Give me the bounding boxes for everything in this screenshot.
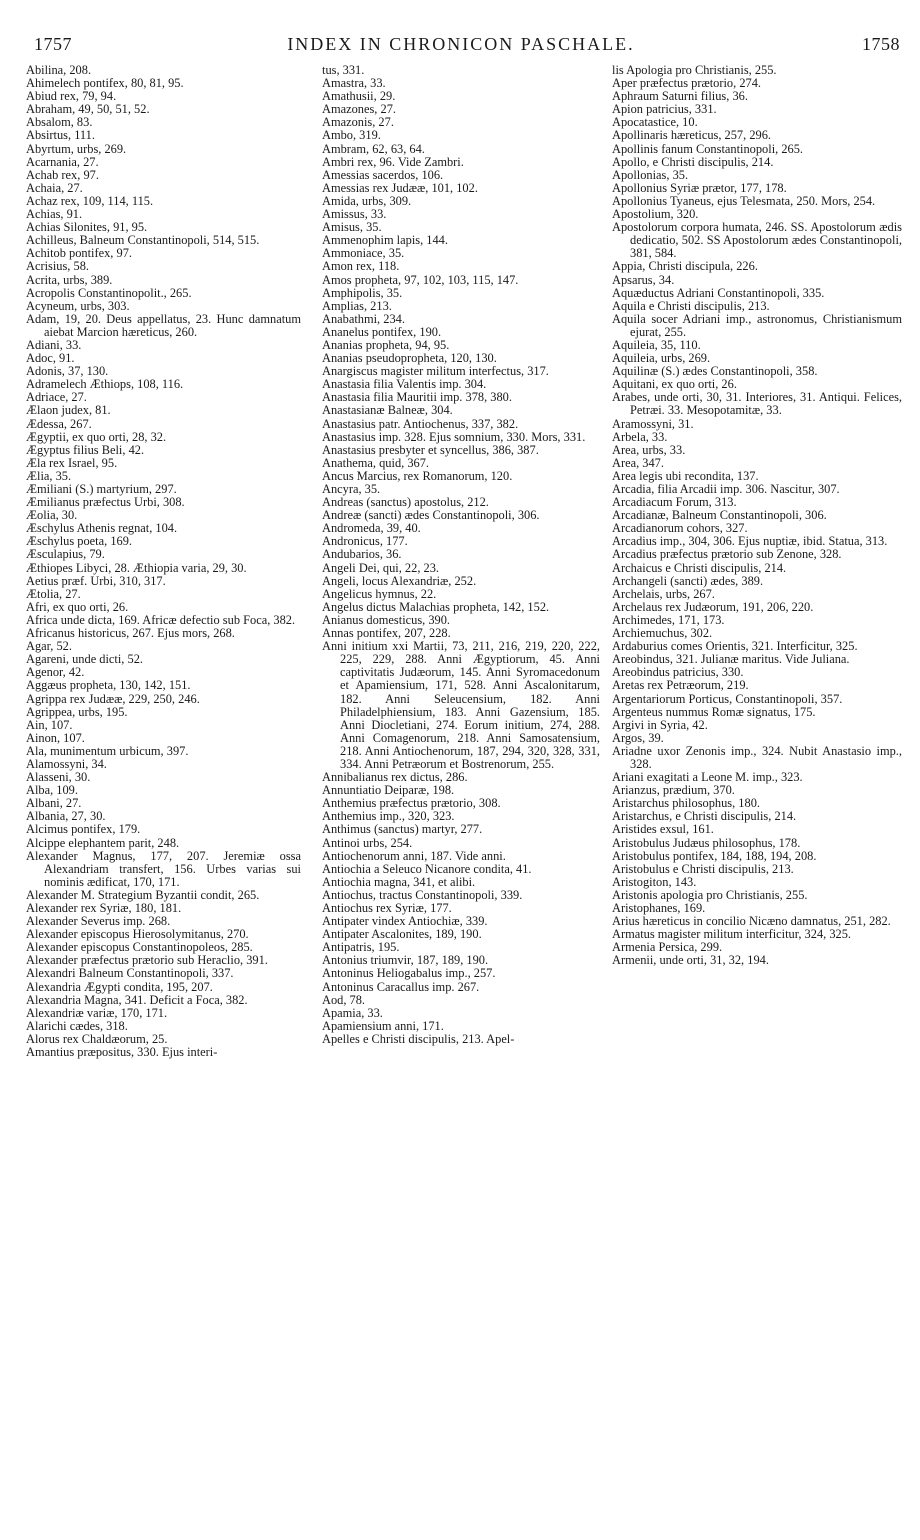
index-entry: Ælaon judex, 81. [26, 403, 111, 418]
index-entry: Agrippea, urbs, 195. [26, 704, 128, 719]
index-entry: Alexander rex Syriæ, 180, 181. [26, 901, 182, 915]
index-columns [26, 63, 902, 1534]
index-entry: Adiani, 33. [26, 337, 82, 352]
index-entry: Antipater vindex Antiochiæ, 339. [322, 914, 488, 929]
page-title: INDEX IN CHRONICON PASCHALE. [287, 34, 635, 54]
index-entry: Alexander Magnus, 177, 207. Jeremiæ ossa Alexandriam transfert, 156. Urbes varias sui nominis ædificat, 170, 171. [26, 848, 301, 889]
index-entry: Archelaus rex Judæorum, 191, 206, 220. [612, 599, 814, 614]
index-entry: Anastasia filia Mauritii imp. 378, 380. [322, 390, 512, 405]
index-entry: Amida, urbs, 309. [322, 193, 412, 208]
index-entry: Amazones, 27. [322, 102, 396, 117]
index-entry: Ananias propheta, 94, 95. [322, 337, 450, 352]
index-entry: Andronicus, 177. [322, 534, 408, 549]
index-entry: Alexandri Balneum Constantinopoli, 337. [26, 966, 234, 981]
index-entry: Aristides exsul, 161. [612, 822, 714, 837]
index-entry: Achilleus, Balneum Constantinopoli, 514, 515. [26, 233, 260, 248]
index-entry: Antiochus, tractus Constantinopoli, 339. [322, 887, 523, 902]
index-entry: Agareni, unde dicti, 52. [26, 652, 143, 667]
index-entry: Ala, munimentum urbicum, 397. [26, 743, 189, 758]
index-entry: Angeli, locus Alexandriæ, 252. [322, 573, 477, 588]
index-entry: Anianus domesticus, 390. [322, 612, 451, 627]
index-entry: Anastasia filia Valentis imp. 304. [322, 377, 487, 392]
index-entry: Area, urbs, 33. [612, 442, 686, 457]
index-entry: Ahimelech pontifex, 80, 81, 95. [26, 76, 184, 91]
index-entry: Acyneum, urbs, 303. [26, 298, 130, 313]
index-entry: Adramelech Æthiops, 108, 116. [26, 377, 184, 392]
index-entry: Anastasius imp. 328. Ejus somnium, 330. Mors, 331. [322, 429, 586, 444]
index-entry: Apollonius Syriæ prætor, 177, 178. [612, 180, 787, 195]
index-entry: Aper præfectus prætorio, 274. [612, 76, 762, 91]
index-entry: Ancyra, 35. [322, 482, 381, 496]
index-entry: Afri, ex quo orti, 26. [26, 599, 129, 614]
index-entry: Argos, 39. [612, 730, 664, 745]
index-entry: Africa unde dicta, 169. Africæ defectio sub Foca, 382. [26, 612, 296, 627]
index-entry: Achias, 91. [26, 207, 83, 222]
index-entry: Æolia, 30. [26, 508, 78, 523]
index-entry: Andromeda, 39, 40. [322, 521, 421, 536]
index-entry: Aod, 78. [322, 992, 366, 1007]
index-entry: Aquileia, urbs, 269. [612, 351, 711, 366]
index-entry: Agenor, 42. [26, 665, 85, 680]
index-entry: Apollinis fanum Constantinopoli, 265. [612, 141, 804, 156]
index-entry: Aquæductus Adriani Constantinopoli, 335. [612, 285, 825, 300]
index-entry: Apion patricius, 331. [612, 102, 717, 117]
index-entry: Argenteus nummus Romæ signatus, 175. [612, 704, 816, 719]
index-entry: Arbela, 33. [612, 429, 668, 444]
index-entry: Acropolis Constantinopolit., 265. [26, 285, 192, 300]
index-entry: Antonius triumvir, 187, 189, 190. [322, 953, 489, 968]
index-entry: Aristophanes, 169. [612, 901, 706, 915]
index-entry: tus, 331. [322, 63, 365, 77]
index-entry: Ægyptii, ex quo orti, 28, 32. [26, 429, 167, 444]
index-entry: Apollo, e Christi discipulis, 214. [612, 154, 774, 169]
index-entry: Anathema, quid, 367. [322, 455, 430, 470]
index-entry: Ananelus pontifex, 190. [322, 324, 442, 339]
index-entry: Ætolia, 27. [26, 586, 81, 601]
index-entry: Acrita, urbs, 389. [26, 272, 113, 287]
index-entry: Amantius præpositus, 330. Ejus interi- [26, 1045, 218, 1060]
index-entry: Appia, Christi discipula, 226. [612, 259, 758, 274]
index-entry: Alorus rex Chaldæorum, 25. [26, 1031, 168, 1046]
index-entry: Alexander M. Strategium Byzantii condit, 265. [26, 887, 260, 902]
index-entry: Ægyptus filius Beli, 42. [26, 442, 145, 457]
index-entry: Æsculapius, 79. [26, 547, 105, 562]
index-entry: Aristonis apologia pro Christianis, 255. [612, 887, 808, 902]
index-entry: Areobindus, 321. Julianæ maritus. Vide Juliana. [612, 652, 850, 667]
index-entry: Ariadne uxor Zenonis imp., 324. Nubit Anastasio imp., 328. [612, 743, 902, 771]
index-entry: Æmiliani (S.) martyrium, 297. [26, 482, 177, 496]
index-entry: Achias Silonites, 91, 95. [26, 220, 148, 235]
index-entry: Acarnania, 27. [26, 154, 99, 169]
index-entry: Angeli Dei, qui, 22, 23. [322, 560, 440, 575]
index-entry: Andreas (sanctus) apostolus, 212. [322, 495, 489, 510]
index-entry: Alexandriæ variæ, 170, 171. [26, 1005, 168, 1020]
index-entry: Anabathmi, 234. [322, 311, 405, 326]
page-header [22, 34, 900, 56]
index-entry: Anastasius patr. Antiochenus, 337, 382. [322, 416, 519, 431]
index-entry: Anthemius imp., 320, 323. [322, 809, 455, 824]
index-entry: Area, 347. [612, 455, 664, 470]
page-number-right: 1758 [862, 34, 900, 54]
index-entry: Achitob pontifex, 97. [26, 246, 132, 261]
index-entry: Antipater Ascalonites, 189, 190. [322, 927, 482, 942]
index-entry: Apollinaris hæreticus, 257, 296. [612, 128, 771, 143]
index-entry: Arcadius præfectus prætorio sub Zenone, 328. [612, 547, 842, 562]
index-entry: Ædessa, 267. [26, 416, 92, 431]
index-entry: Alasseni, 30. [26, 770, 91, 785]
index-entry: Anargiscus magister militum interfectus, 317. [322, 364, 549, 379]
index-entry: Aretas rex Petræorum, 219. [612, 678, 749, 693]
index-entry: Ananias pseudopropheta, 120, 130. [322, 351, 497, 366]
index-entry: Apamia, 33. [322, 1005, 383, 1020]
index-entry: Alba, 109. [26, 783, 78, 798]
index-entry: Apelles e Christi discipulis, 213. Apel- [322, 1031, 515, 1046]
index-entry: Æla rex Israel, 95. [26, 455, 118, 470]
index-entry: Amplias, 213. [322, 298, 392, 313]
index-entry: Adam, 19, 20. Deus appellatus, 23. Hunc damnatum aiebat Marcion hæreticus, 260. [26, 311, 301, 339]
index-entry: Æschylus Athenis regnat, 104. [26, 521, 178, 536]
index-entry: Armenia Persica, 299. [612, 940, 723, 955]
index-entry: Arcadiacum Forum, 313. [612, 495, 737, 510]
index-entry: Archangeli (sancti) ædes, 389. [612, 573, 764, 588]
index-entry: Ainon, 107. [26, 730, 85, 745]
index-entry: Apamiensium anni, 171. [322, 1018, 444, 1033]
index-entry: Aquila socer Adriani imp., astronomus, Christianismum ejurat, 255. [612, 311, 902, 339]
index-entry: Alcimus pontifex, 179. [26, 822, 141, 837]
index-entry: Amos propheta, 97, 102, 103, 115, 147. [322, 272, 519, 287]
index-entry: Antiochenorum anni, 187. Vide anni. [322, 848, 506, 863]
index-entry: Adriace, 27. [26, 390, 87, 405]
index-entry: Antiochia magna, 341, et alibi. [322, 874, 476, 889]
index-entry: Amathusii, 29. [322, 89, 396, 104]
index-entry: Ammoniace, 35. [322, 246, 405, 261]
index-entry: Agrippa rex Judææ, 229, 250, 246. [26, 691, 200, 706]
index-entry: Amazonis, 27. [322, 115, 394, 130]
index-entry: Ælia, 35. [26, 468, 72, 483]
index-entry: Arius hæreticus in concilio Nicæno damnatus, 251, 282. [612, 914, 891, 929]
index-entry: Arabes, unde orti, 30, 31. Interiores, 31. Antiqui. Felices, Petræi. 33. Mesopotamitæ, 33. [612, 390, 902, 418]
index-entry: Alexandria Magna, 341. Deficit a Foca, 382. [26, 992, 248, 1007]
index-entry: Annas pontifex, 207, 228. [322, 626, 451, 641]
index-entry: Apostolorum corpora humata, 246. SS. Apostolorum ædis dedicatio, 502. SS Apostolorum ædes Constantinopoli, 381, 584. [612, 220, 902, 261]
index-entry: Albania, 27, 30. [26, 809, 106, 824]
index-entry: Arcadius imp., 304, 306. Ejus nuptiæ, ibid. Statua, 313. [612, 534, 888, 549]
index-entry: Andreæ (sancti) ædes Constantinopoli, 306. [322, 508, 540, 523]
index-entry: Ambram, 62, 63, 64. [322, 141, 425, 156]
index-entry: Amessias rex Judææ, 101, 102. [322, 180, 478, 195]
index-entry: Alexander Severus imp. 268. [26, 914, 171, 929]
index-entry: Abilina, 208. [26, 63, 92, 77]
index-entry: Achaz rex, 109, 114, 115. [26, 193, 154, 208]
index-entry: Apocatastice, 10. [612, 115, 698, 130]
index-entry: Ariani exagitati a Leone M. imp., 323. [612, 770, 803, 785]
index-entry: Arianzus, prædium, 370. [612, 783, 735, 798]
index-entry: Achab rex, 97. [26, 167, 99, 182]
index-entry: Anni initium xxi Martii, 73, 211, 216, 219, 220, 222, 225, 229, 288. Anni Ægyptiorum, 45. Anni captivitatis Judæorum, 145. Anni Syromacedonum et Apamiensium, 171, 528. Anni Ascalonitarum, 182. Anni Seleucensium, 182. Anni Philadelphiensium, 183. Anni Gazensium, 185. Anni Diocletiani, 274. Eorum initium, 274, 288. Anni Comagenorum, 218. Anni Samosatensium, 218. Anni Antiochenorum, 187, 294, 320, 328, 331, 334. Anni Petræorum et Bostrenorum, 255. [322, 639, 600, 771]
index-entry: Ain, 107. [26, 717, 73, 732]
index-entry: Apollonius Tyaneus, ejus Telesmata, 250. Mors, 254. [612, 193, 876, 208]
index-entry: lis Apologia pro Christianis, 255. [612, 63, 777, 77]
index-entry: Aristogiton, 143. [612, 874, 697, 889]
index-column-1 [26, 64, 301, 1059]
index-entry: Adoc, 91. [26, 351, 75, 366]
index-entry: Apollonias, 35. [612, 167, 689, 182]
index-entry: Amastra, 33. [322, 76, 386, 91]
index-entry: Aggæus propheta, 130, 142, 151. [26, 678, 191, 693]
index-entry: Æschylus poeta, 169. [26, 534, 132, 549]
index-entry: Aquilinæ (S.) ædes Constantinopoli, 358. [612, 364, 818, 379]
index-entry: Ambri rex, 96. Vide Zambri. [322, 154, 464, 169]
index-entry: Ammenophim lapis, 144. [322, 233, 448, 248]
index-entry: Anthemius præfectus prætorio, 308. [322, 796, 501, 811]
index-entry: Aetius præf. Urbi, 310, 317. [26, 573, 166, 588]
index-entry: Agar, 52. [26, 639, 72, 654]
index-entry: Abiud rex, 79, 94. [26, 89, 117, 104]
index-entry: Antipatris, 195. [322, 940, 400, 955]
index-entry: Angelicus hymnus, 22. [322, 586, 437, 601]
page-number-left: 1757 [34, 34, 72, 54]
index-entry: Aristobulus Judæus philosophus, 178. [612, 835, 801, 850]
index-entry: Amon rex, 118. [322, 259, 400, 274]
index-entry: Alamossyni, 34. [26, 756, 107, 771]
index-entry: Apsarus, 34. [612, 272, 675, 287]
index-entry: Archimedes, 171, 173. [612, 612, 725, 627]
index-entry: Aristobulus e Christi discipulis, 213. [612, 861, 794, 876]
index-entry: Aquileia, 35, 110. [612, 337, 701, 352]
index-column-2 [322, 64, 600, 1046]
index-entry: Aphraum Saturni filius, 36. [612, 89, 748, 104]
index-entry: Archaicus e Christi discipulis, 214. [612, 560, 787, 575]
index-entry: Archelais, urbs, 267. [612, 586, 715, 601]
index-entry: Ancus Marcius, rex Romanorum, 120. [322, 468, 513, 483]
index-entry: Adonis, 37, 130. [26, 364, 109, 379]
index-entry: Alexander episcopus Constantinopoleos, 285. [26, 940, 253, 955]
index-entry: Ardaburius comes Orientis, 321. Interficitur, 325. [612, 639, 858, 654]
index-entry: Angelus dictus Malachias propheta, 142, 152. [322, 599, 550, 614]
index-entry: Antoninus Caracallus imp. 267. [322, 979, 480, 994]
index-entry: Amessias sacerdos, 106. [322, 167, 444, 182]
index-entry: Albani, 27. [26, 796, 82, 811]
index-entry: Amphipolis, 35. [322, 285, 403, 300]
index-entry: Alexandria Ægypti condita, 195, 207. [26, 979, 213, 994]
index-entry: Absalom, 83. [26, 115, 93, 130]
index-entry: Antoninus Heliogabalus imp., 257. [322, 966, 496, 981]
index-entry: Aristarchus, e Christi discipulis, 214. [612, 809, 797, 824]
index-entry: Area legis ubi recondita, 137. [612, 468, 759, 483]
index-entry: Ambo, 319. [322, 128, 381, 143]
index-entry: Aristarchus philosophus, 180. [612, 796, 760, 811]
index-entry: Abraham, 49, 50, 51, 52. [26, 102, 150, 117]
index-entry: Annuntiatio Deiparæ, 198. [322, 783, 455, 798]
index-entry: Aristobulus pontifex, 184, 188, 194, 208. [612, 848, 817, 863]
index-entry: Alexander episcopus Hierosolymitanus, 270. [26, 927, 249, 942]
index-entry: Antiochia a Seleuco Nicanore condita, 41. [322, 861, 532, 876]
index-entry: Areobindus patricius, 330. [612, 665, 744, 680]
index-entry: Argentariorum Porticus, Constantinopoli, 357. [612, 691, 843, 706]
index-entry: Amisus, 35. [322, 220, 382, 235]
index-entry: Achaia, 27. [26, 180, 83, 195]
index-entry: Anastasius presbyter et syncellus, 386, 387. [322, 442, 539, 457]
index-entry: Alcippe elephantem parit, 248. [26, 835, 180, 850]
index-entry: Antinoi urbs, 254. [322, 835, 413, 850]
index-entry: Argivi in Syria, 42. [612, 717, 708, 732]
index-column-3 [612, 64, 902, 967]
index-entry: Abyrtum, urbs, 269. [26, 141, 127, 156]
index-entry: Aquitani, ex quo orti, 26. [612, 377, 737, 392]
index-entry: Anthimus (sanctus) martyr, 277. [322, 822, 483, 837]
index-entry: Alarichi cædes, 318. [26, 1018, 128, 1033]
index-entry: Archiemuchus, 302. [612, 626, 713, 641]
index-entry: Aramossyni, 31. [612, 416, 694, 431]
index-entry: Arcadianorum cohors, 327. [612, 521, 748, 536]
index-entry: Alexander præfectus prætorio sub Heraclio, 391. [26, 953, 268, 968]
index-entry: Æmilianus præfectus Urbi, 308. [26, 495, 185, 510]
index-entry: Armenii, unde orti, 31, 32, 194. [612, 953, 769, 968]
index-entry: Aquila e Christi discipulis, 213. [612, 298, 770, 313]
index-entry: Antiochus rex Syriæ, 177. [322, 901, 452, 915]
index-entry: Æthiopes Libyci, 28. Æthiopia varia, 29, 30. [26, 560, 247, 575]
index-entry: Amissus, 33. [322, 207, 387, 222]
index-entry: Africanus historicus, 267. Ejus mors, 268. [26, 626, 235, 641]
index-entry: Arcadia, filia Arcadii imp. 306. Nascitur, 307. [612, 482, 840, 496]
index-entry: Andubarios, 36. [322, 547, 402, 562]
index-entry: Anastasianæ Balneæ, 304. [322, 403, 453, 418]
index-entry: Annibalianus rex dictus, 286. [322, 770, 468, 785]
index-entry: Apostolium, 320. [612, 207, 699, 222]
index-entry: Absirtus, 111. [26, 128, 95, 143]
index-entry: Armatus magister militum interficitur, 324, 325. [612, 927, 852, 942]
index-entry: Acrisius, 58. [26, 259, 89, 274]
index-entry: Arcadianæ, Balneum Constantinopoli, 306. [612, 508, 827, 523]
